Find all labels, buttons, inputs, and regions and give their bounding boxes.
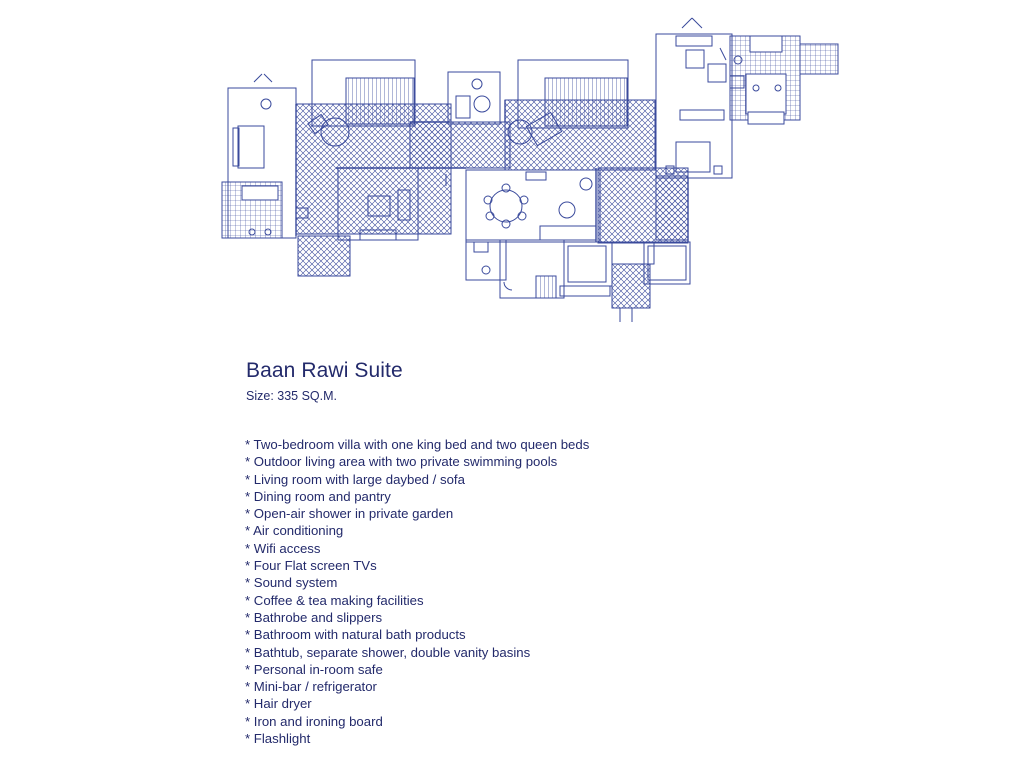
floor-plan-drawing <box>0 0 1024 340</box>
terrace-hatched-areas <box>296 100 688 308</box>
feature-item: * Sound system <box>245 575 338 591</box>
feature-item: * Air conditioning <box>245 523 344 539</box>
feature-item: * Outdoor living area with two private swimming pools <box>245 454 558 470</box>
feature-item: * Open-air shower in private garden <box>245 506 454 522</box>
feature-item: * Dining room and pantry <box>245 488 391 504</box>
feature-list <box>245 436 589 747</box>
master-bathroom <box>730 36 838 124</box>
feature-item: * Mini-bar / refrigerator <box>245 679 377 695</box>
feature-item: * Wifi access <box>245 540 321 556</box>
suite-size: Size: 335 SQ.M. <box>246 389 338 403</box>
feature-item: * Coffee & tea making facilities <box>245 592 424 608</box>
master-bedroom <box>656 18 732 178</box>
feature-item: * Personal in-room safe <box>245 661 383 677</box>
feature-item: * Iron and ironing board <box>245 713 383 729</box>
feature-item: * Flashlight <box>245 731 311 747</box>
left-bedroom <box>222 74 308 238</box>
pantry <box>466 240 690 322</box>
feature-item: * Bathrobe and slippers <box>245 609 383 625</box>
feature-item: * Two-bedroom villa with one king bed and two queen beds <box>245 437 590 452</box>
feature-item: * Bathtub, separate shower, double vanity basins <box>245 644 531 660</box>
feature-item: * Four Flat screen TVs <box>245 558 377 574</box>
suite-title: Baan Rawi Suite <box>246 359 403 382</box>
feature-item: * Bathroom with natural bath products <box>245 627 466 643</box>
feature-item: * Living room with large daybed / sofa <box>245 471 465 487</box>
feature-item: * Hair dryer <box>245 696 312 712</box>
